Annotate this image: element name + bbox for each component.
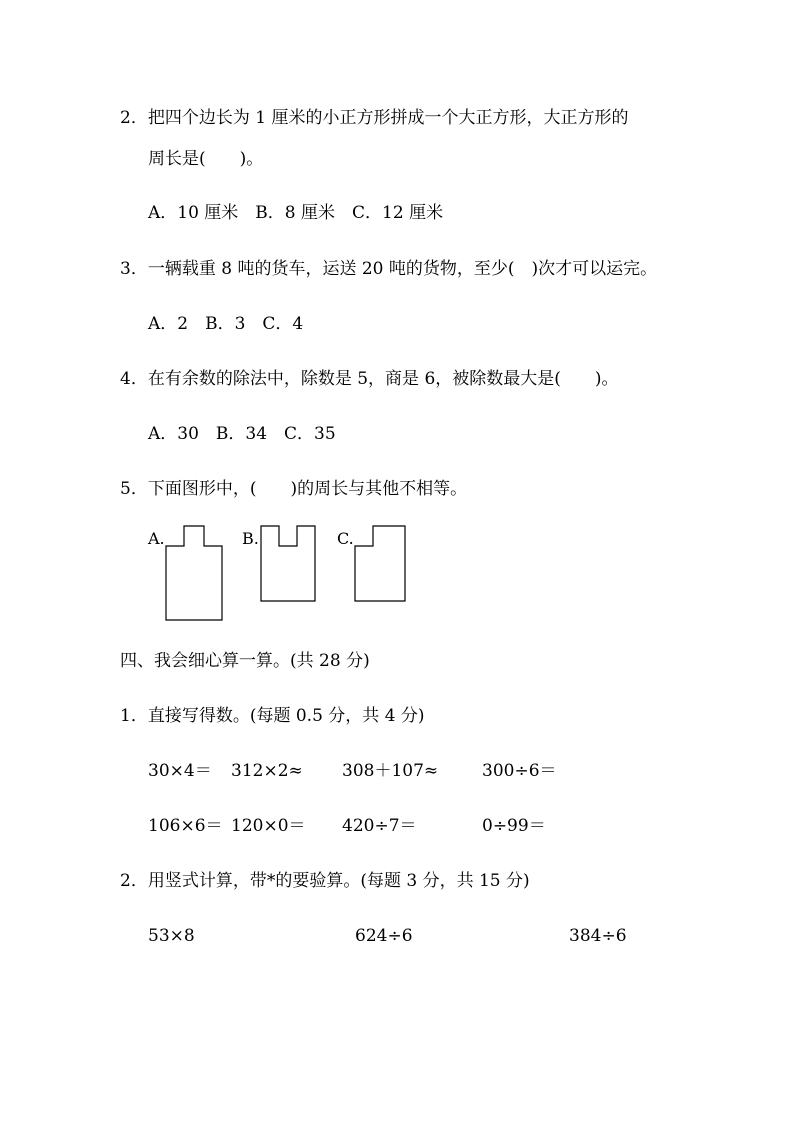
q5-text: 5．下面图形中，( )的周长与其他不相等。: [120, 479, 468, 499]
figure-c: [353, 524, 409, 604]
vertical-calc-item: 53×8: [148, 926, 195, 946]
q2-options: A．10 厘米 B．8 厘米 C．12 厘米: [148, 203, 444, 223]
vertical-calc-item: 384÷6: [569, 926, 627, 946]
calc-item: 300÷6＝: [482, 761, 557, 781]
part1-title: 1．直接写得数。(每题 0.5 分，共 4 分): [120, 706, 425, 726]
figure-a-label: A.: [148, 529, 165, 548]
calc-item: 106×6＝: [148, 816, 223, 836]
figure-c-label: C.: [337, 529, 354, 548]
q4-options: A．30 B．34 C．35: [148, 424, 336, 444]
vertical-calc-item: 624÷6: [355, 926, 413, 946]
q3-options: A．2 B．3 C．4: [148, 314, 304, 334]
figure-b-label: B.: [242, 529, 259, 548]
calc-item: 308＋107≈: [342, 761, 439, 781]
calc-item: 0÷99＝: [482, 816, 546, 836]
figure-a: [164, 524, 226, 622]
section4-heading: 四、我会细心算一算。(共 28 分): [120, 651, 370, 671]
q2-text-line1: 2．把四个边长为 1 厘米的小正方形拼成一个大正方形，大正方形的: [120, 108, 629, 128]
figure-b: [259, 524, 319, 604]
q2-text-line2: 周长是( )。: [148, 149, 264, 169]
part2-title: 2．用竖式计算，带*的要验算。(每题 3 分，共 15 分): [120, 871, 530, 891]
q3-text: 3．一辆载重 8 吨的货车，运送 20 吨的货物，至少( )次才可以运完。: [120, 259, 658, 279]
calc-item: 312×2≈: [231, 761, 303, 781]
calc-item: 120×0＝: [231, 816, 306, 836]
calc-item: 30×4＝: [148, 761, 212, 781]
calc-item: 420÷7＝: [342, 816, 417, 836]
q4-text: 4．在有余数的除法中，除数是 5，商是 6，被除数最大是( )。: [120, 369, 619, 389]
